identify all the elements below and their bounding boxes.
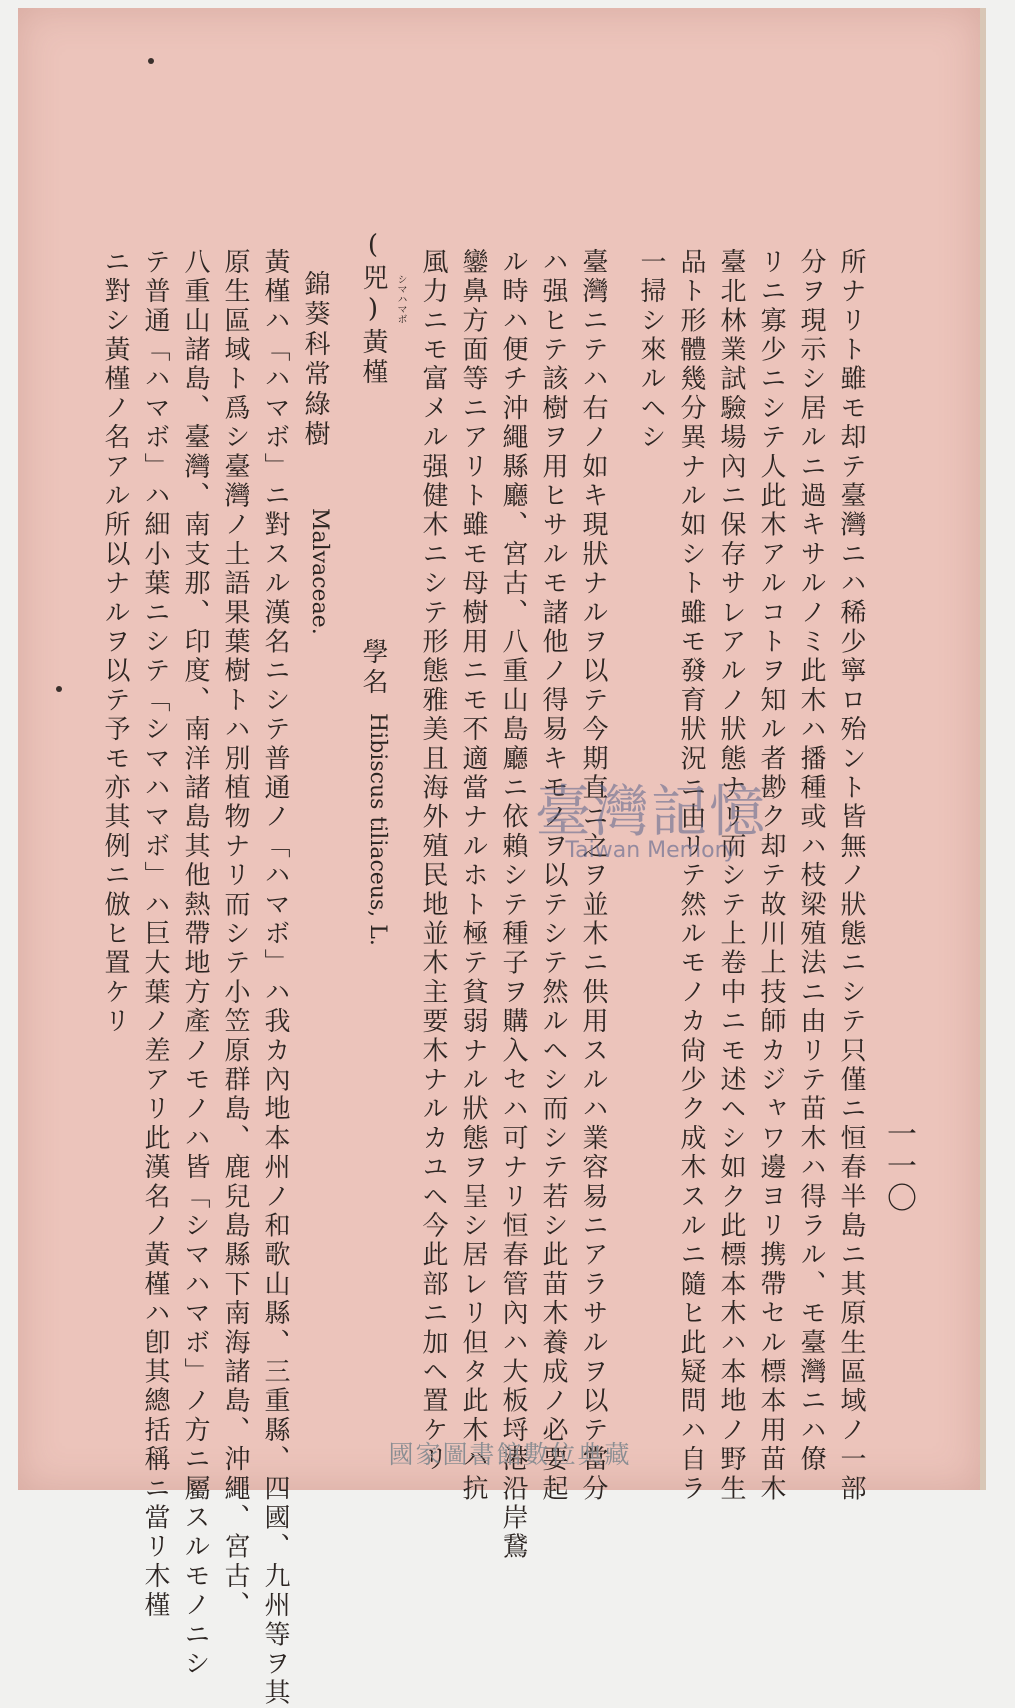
family-latin: Malvaceae. (307, 508, 332, 635)
watermark-title: 臺灣記憶 (535, 780, 767, 845)
watermark-subtitle: Taiwan Memory (565, 838, 737, 863)
text-column: ニ對シ黃槿ノ名アル所以ナルヲ以テ予モ亦其例ニ倣ヒ置ケリ (100, 248, 130, 1037)
text-column: 黃槿ハ「ハマボ」ニ對スル漢名ニシテ普通ノ「ハマボ」ハ我カ內地本州ノ和歌山縣、三重縣、四國、九州等ヲ其 (260, 248, 290, 1708)
text-column: 風力ニモ富メル强健木ニシテ形態雅美且海外殖民地並木主要木ナルカユヘ今此部ニ加ヘ置ケリ (418, 248, 448, 1475)
library-stamp: 國家圖書館數位典藏 (388, 1440, 632, 1469)
text-column: 所ナリト雖モ却テ臺灣ニハ稀少寧ロ殆ント皆無ノ狀態ニシテ只僅ニ恒春半島ニ其原生區域ノ一部 (836, 248, 866, 1504)
text-column: 八重山諸島、臺灣、南支那、印度、南洋諸島其他熱帶地方產ノモノハ皆「シマハマボ」ノ方ニ屬スルモノニシ (180, 248, 210, 1679)
text-column: 一掃シ來ルヘシ (636, 248, 666, 453)
entry-heading (358, 230, 392, 388)
text-column: テ普通「ハマボ」ハ細小葉ニシテ「シマハマボ」ハ巨大葉ノ差アリ此漢名ノ黃槿ハ卽其總括稱ニ當リ木槿 (140, 248, 170, 1621)
text-column: リニ寡少ニシテ人此木アルコトヲ知ル者尠ク却テ故川上技師カジャワ邊ヨリ携帶セル標本用苗木 (756, 248, 786, 1504)
text-column: ハ强ヒテ該樹ヲ用ヒサルモ諸他ノ得易キモノヲ以テシテ然ルヘシ而シテ若シ此苗木養成ノ必要起 (538, 248, 568, 1504)
paper-sheet (18, 8, 986, 1708)
text-column: 臺北林業試驗場內ニ保存サレアルノ狀態ナリ而シテ上卷中ニモ述ヘシ如ク此標本木ハ本地ノ野生 (716, 248, 746, 1504)
ink-spot (56, 686, 62, 692)
ink-spot (148, 58, 154, 64)
text-column: 分ヲ現示シ居ルニ過キサルノミ此木ハ播種或ハ枝梁殖法ニ由リテ苗木ハ得ラル、モ臺灣ニハ僚 (796, 248, 826, 1475)
text-column: 原生區域ト爲シ臺灣ノ土語果葉樹トハ別植物ナリ而シテ小笠原群島、鹿兒島縣下南海諸島、沖繩、宮古、 (220, 248, 250, 1621)
text-column: 鑾鼻方面等ニアリト雖モ母樹用ニモ不適當ナルホト極テ貧弱ナル狀態ヲ呈シ居レリ但タ此木ハ抗 (458, 248, 488, 1504)
text-column: 品ト形體幾分異ナル如シト雖モ發育狀況ニ由リテ然ルモノカ尙少ク成木スルニ隨ヒ此疑問ハ自ラ (676, 248, 706, 1504)
page-number: 一一〇 (881, 1118, 916, 1214)
entry-reading: シマハマボ (395, 274, 406, 324)
entry-name: 黃槿 (358, 328, 388, 388)
text-column: ル時ハ便チ沖繩縣廳、宮古、八重山島廳ニ依賴シテ種子ヲ購入セハ可ナリ恒春管內ハ大板埒港沿岸鵞 (498, 248, 528, 1562)
scientific-name-label: 學名 (358, 638, 388, 698)
family-japanese: 錦葵科常綠樹 (300, 270, 330, 450)
entry-number: (兕) (358, 230, 388, 328)
text-column: 臺灣ニテハ右ノ如キ現狀ナルヲ以テ今期直ニ之ヲ並木ニ供用スルハ業容易ニアラサルヲ以テ當分 (578, 248, 608, 1504)
scientific-name: Hibiscus tiliaceus, L. (365, 713, 390, 946)
